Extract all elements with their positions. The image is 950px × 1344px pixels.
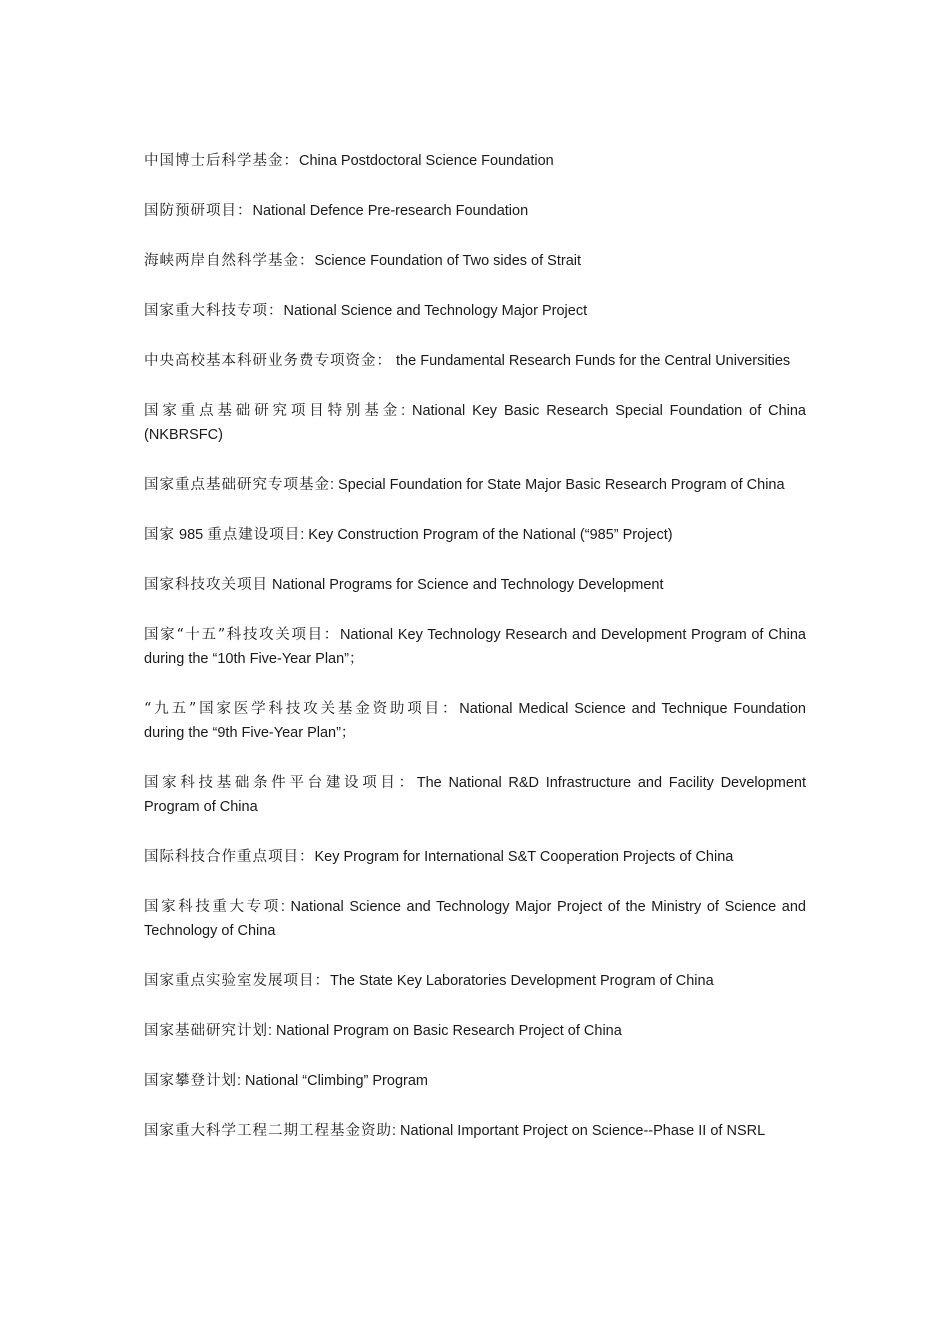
- list-item: [144, 349, 806, 373]
- english-name: : National Key Basic Research Special Foundation of China (NKBRSFC): [144, 403, 806, 443]
- english-name: National Programs for Science and Technology Development: [268, 577, 664, 593]
- chinese-name: 国际科技合作重点项目：: [144, 849, 315, 865]
- english-name: National Medical Science and Technique Foundation during the “9th Five-Year Plan”；: [144, 701, 806, 741]
- list-item: [144, 623, 806, 671]
- english-name: : Key Construction Program of the National (“985” Project): [300, 527, 673, 543]
- english-name: National Defence Pre-research Foundation: [252, 203, 529, 219]
- chinese-name: 中国博士后科学基金：: [144, 153, 299, 169]
- chinese-name: 国家重点实验室发展项目：: [144, 973, 330, 989]
- list-item: [144, 1069, 806, 1093]
- list-item: [144, 969, 806, 993]
- chinese-name: “九五”国家医学科技攻关基金资助项目：: [144, 701, 460, 717]
- english-name: : National “Climbing” Program: [237, 1073, 428, 1089]
- english-name: The National R&D Infrastructure and Facility Development Program of China: [144, 775, 807, 815]
- chinese-name: 国家攀登计划: [144, 1073, 237, 1089]
- chinese-name: 国家重点基础研究项目特别基金: [144, 403, 402, 419]
- english-name: Science Foundation of Two sides of Strait: [314, 253, 582, 269]
- chinese-name: 国家: [144, 527, 175, 543]
- list-item: [144, 697, 806, 745]
- list-item: [144, 895, 806, 943]
- chinese-name: 国家重点基础研究专项基金: [144, 477, 330, 493]
- english-name: National Science and Technology Major Project: [283, 303, 588, 319]
- list-item: [144, 299, 806, 323]
- english-name: : National Science and Technology Major Project of the Ministry of Science and Technology of China: [144, 899, 806, 939]
- english-name: : National Program on Basic Research Project of China: [268, 1023, 622, 1039]
- english-name: China Postdoctoral Science Foundation: [299, 153, 554, 169]
- english-name: : Special Foundation for State Major Basic Research Program of China: [330, 477, 785, 493]
- chinese-name: 中央高校基本科研业务费专项资金：: [144, 353, 392, 369]
- chinese-name: 国家科技基础条件平台建设项目：: [144, 775, 417, 791]
- list-item: [144, 771, 806, 819]
- english-name: Key Program for International S&T Cooperation Projects of China: [314, 849, 734, 865]
- chinese-name: 国家“十五”科技攻关项目：: [144, 627, 340, 643]
- english-name: : National Important Project on Science--Phase II of NSRL: [392, 1123, 766, 1139]
- chinese-name: 国家科技重大专项: [144, 899, 281, 915]
- english-name: the Fundamental Research Funds for the Central Universities: [392, 353, 791, 369]
- list-item: [144, 399, 806, 447]
- chinese-name: 海峡两岸自然科学基金：: [144, 253, 315, 269]
- english-name: National Key Technology Research and Development Program of China during the “10th Five-Year Plan”；: [144, 627, 807, 667]
- chinese-name: 国家基础研究计划: [144, 1023, 268, 1039]
- list-item: [144, 573, 806, 597]
- list-item: [144, 149, 806, 173]
- chinese-name: 国防预研项目：: [144, 203, 253, 219]
- chinese-name: 国家重大科技专项：: [144, 303, 284, 319]
- chinese-name: 国家科技攻关项目: [144, 577, 268, 593]
- chinese-name: 国家重大科学工程二期工程基金资助: [144, 1123, 392, 1139]
- list-item: [144, 199, 806, 223]
- funding-list: [144, 149, 806, 1169]
- chinese-name-continued: 重点建设项目: [207, 527, 301, 543]
- list-item: [144, 473, 806, 497]
- list-item: [144, 1019, 806, 1043]
- english-number: 985: [175, 527, 208, 543]
- list-item: [144, 1119, 806, 1143]
- english-name: The State Key Laboratories Development Program of China: [330, 973, 714, 989]
- list-item: [144, 845, 806, 869]
- list-item: [144, 523, 806, 547]
- list-item: [144, 249, 806, 273]
